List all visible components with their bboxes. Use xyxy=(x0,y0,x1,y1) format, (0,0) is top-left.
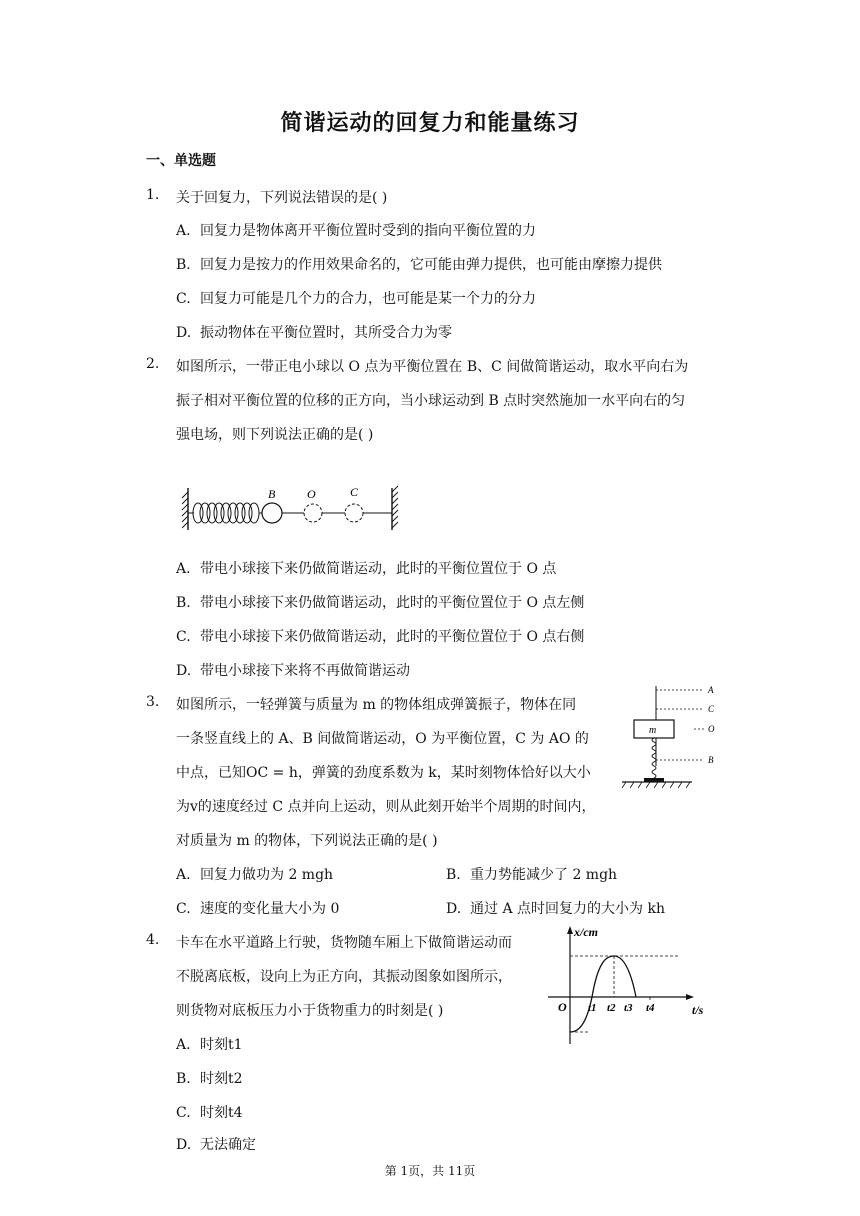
question-3-number: 3. xyxy=(146,694,160,710)
figure-label-o: O xyxy=(307,487,316,501)
question-2-stem-line-3: 强电场，则下列说法正确的是( ) xyxy=(176,427,374,443)
question-2-stem-line-2: 振子相对平衡位置的位移的正方向，当小球运动到 B 点时突然施加一水平向右的匀 xyxy=(176,393,686,409)
vertical-spring-figure xyxy=(620,682,724,802)
question-3-stem-line-4: 为v的速度经过 C 点并向上运动，则从此刻开始半个周期的时间内， xyxy=(176,799,596,815)
question-4-stem-line-1: 卡车在水平道路上行驶，货物随车厢上下做简谐运动而 xyxy=(176,935,512,951)
question-4-stem-line-3: 则货物对底板压力小于货物重力的时刻是( ) xyxy=(176,1003,444,1019)
question-3-option-d[interactable]: D. 通过 A 点时回复力的大小为 kh xyxy=(446,901,665,917)
question-3-stem-line-1: 如图所示，一轻弹簧与质量为 m 的物体组成弹簧振子，物体在同 xyxy=(176,697,577,713)
question-1-option-a[interactable]: A. 回复力是物体离开平衡位置时受到的指向平衡位置的力 xyxy=(176,223,536,239)
spring-ball-figure xyxy=(180,482,406,534)
figure-label-b: B xyxy=(708,755,714,765)
origin-label: O xyxy=(558,1000,567,1014)
x-axis-label: t/s xyxy=(692,1003,704,1017)
question-3-stem-line-3: 中点，已知OC = h，弹簧的劲度系数为 k，某时刻物体恰好以大小 xyxy=(176,765,591,781)
question-4-option-d[interactable]: D. 无法确定 xyxy=(176,1137,256,1153)
figure-label-c: C xyxy=(350,485,359,499)
section-heading: 一、单选题 xyxy=(146,153,216,169)
vibration-graph-figure xyxy=(544,922,716,1048)
question-1-option-b[interactable]: B. 回复力是按力的作用效果命名的，它可能由弹力提供，也可能由摩擦力提供 xyxy=(176,257,662,273)
question-1-stem: 关于回复力，下列说法错误的是( ) xyxy=(176,190,388,206)
question-2-option-a[interactable]: A. 带电小球接下来仍做简谐运动，此时的平衡位置位于 O 点 xyxy=(176,561,557,577)
figure-label-a: A xyxy=(708,685,714,695)
question-1-number: 1. xyxy=(146,187,160,203)
y-axis-label: x/cm xyxy=(574,925,598,939)
question-4-number: 4. xyxy=(146,932,160,948)
question-1-option-c[interactable]: C. 回复力可能是几个力的合力，也可能是某一个力的分力 xyxy=(176,291,536,307)
question-4-option-c[interactable]: C. 时刻t4 xyxy=(176,1105,243,1121)
figure-label-o: O xyxy=(708,724,715,734)
question-2-option-d[interactable]: D. 带电小球接下来将不再做简谐运动 xyxy=(176,663,410,679)
question-3-stem-line-5: 对质量为 m 的物体，下列说法正确的是( ) xyxy=(176,833,438,849)
question-2-stem-line-1: 如图所示，一带正电小球以 O 点为平衡位置在 B、C 间做简谐运动，取水平向右为 xyxy=(176,359,689,375)
page-title: 简谐运动的回复力和能量练习 xyxy=(280,111,580,136)
figure-label-m: m xyxy=(649,725,657,736)
question-4-option-b[interactable]: B. 时刻t2 xyxy=(176,1071,243,1087)
tick-label-t1: t1 xyxy=(588,1002,597,1014)
question-4-option-a[interactable]: A. 时刻t1 xyxy=(176,1037,243,1053)
tick-label-t3: t3 xyxy=(624,1002,633,1014)
tick-label-t2: t2 xyxy=(607,1002,616,1014)
question-2-option-c[interactable]: C. 带电小球接下来仍做简谐运动，此时的平衡位置位于 O 点右侧 xyxy=(176,629,585,645)
question-3-option-a[interactable]: A. 回复力做功为 2 mgh xyxy=(176,867,334,883)
question-2-option-b[interactable]: B. 带电小球接下来仍做简谐运动，此时的平衡位置位于 O 点左侧 xyxy=(176,595,585,611)
figure-label-b: B xyxy=(268,487,276,501)
question-1-option-d[interactable]: D. 振动物体在平衡位置时，其所受合力为零 xyxy=(176,325,452,341)
tick-label-t4: t4 xyxy=(646,1002,655,1014)
question-4-stem-line-2: 不脱离底板，设向上为正方向，其振动图象如图所示， xyxy=(176,969,512,985)
question-2-number: 2. xyxy=(146,356,160,372)
question-3-option-b[interactable]: B. 重力势能减少了 2 mgh xyxy=(446,867,618,883)
question-3-stem-line-2: 一条竖直线上的 A、B 间做简谐运动，O 为平衡位置，C 为 AO 的 xyxy=(176,731,589,747)
question-3-option-c[interactable]: C. 速度的变化量大小为 0 xyxy=(176,901,340,917)
figure-label-c: C xyxy=(708,704,715,714)
page-footer: 第 1页，共 11页 xyxy=(384,1164,476,1178)
